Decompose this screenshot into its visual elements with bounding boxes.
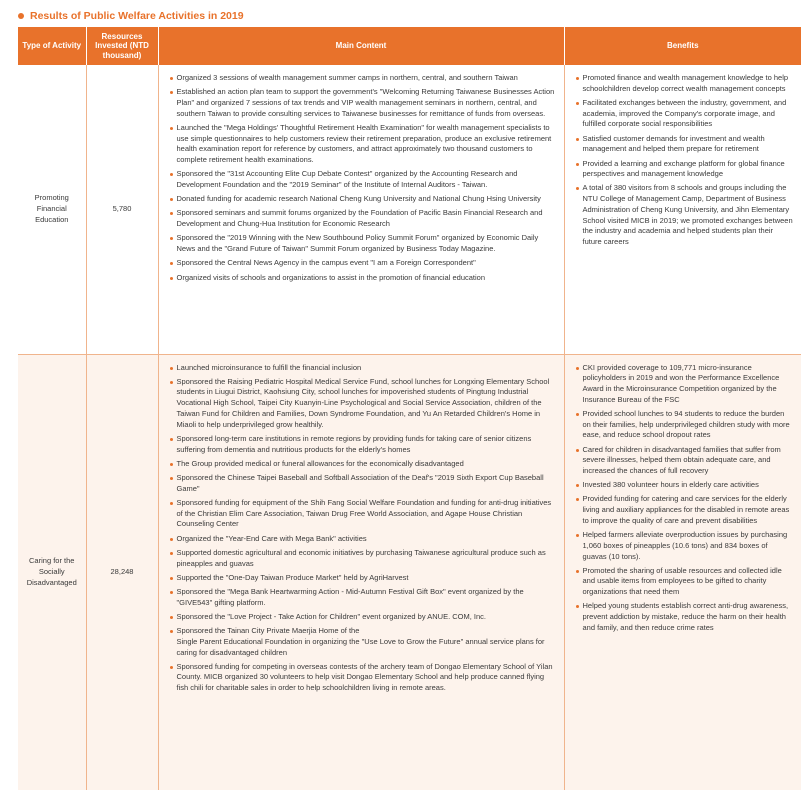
main-content-item: The Group provided medical or funeral allowances for the economically disadvantaged	[169, 459, 556, 470]
main-content-item: Sponsored the "Mega Bank Heartwarming Action - Mid-Autumn Festival Gift Box" event organized by the "GIVE543" gifting platform.	[169, 587, 556, 608]
main-content-item: Organized 3 sessions of wealth management summer camps in northern, central, and southern Taiwan	[169, 73, 556, 84]
main-content-item: Sponsored the Raising Pediatric Hospital Medical Service Fund, school lunches for Longxing Elementary School students in Liugui District, Kaohsiung City, school lunches for impoverished students of Pingtung Industrial Vocational High School, Taipei City Kuanyin-Line Psychological and Social Service Association, children of the Taiwan Fund for Children and Families, Down Syndrome Foundation, and Yu An Retarded Children's Home in Miaoli to help underprivileged grow healthily.	[169, 377, 556, 431]
benefit-item: Provided funding for catering and care services for the elderly living and auxiliary appliances for the disabled in remote areas to improve the quality of care and prevent disabilities	[575, 494, 794, 526]
main-content-item: Sponsored the "Love Project - Take Action for Children" event organized by ANUE. COM, Inc.	[169, 612, 556, 623]
benefit-item: Satisfied customer demands for investment and wealth management and helped them prepare for retirement	[575, 134, 794, 155]
benefits-list	[565, 355, 802, 634]
activity-type: Caring for the Socially Disadvantaged	[26, 556, 77, 587]
section-heading	[18, 8, 244, 24]
benefits-cell	[564, 65, 801, 354]
activity-type-cell	[18, 354, 86, 790]
main-content-item: Sponsored funding for competing in overseas contests of the archery team of Dongao Elementary School of Yilan County. MICB organized 30 volunteers to help visit Dongao Elementary School and help produce canned flying fish chili for charitable sales in order to help schoolchildren living in remote areas.	[169, 662, 556, 694]
invested-cell: 5,780	[86, 65, 158, 354]
main-content-item: Sponsored the Central News Agency in the campus event "I am a Foreign Correspondent"	[169, 258, 556, 269]
benefit-item: Promoted the sharing of usable resources and collected idle and usable items from employees to be gifted to charity organizations that need them	[575, 566, 794, 598]
benefit-item: Promoted finance and wealth management knowledge to help schoolchildren develop correct wealth management concepts	[575, 73, 794, 94]
activity-type: Promoting Financial Education	[34, 193, 69, 224]
main-content-item: Established an action plan team to support the government's "Welcoming Returning Taiwanese Businesses Action Plan" and organized 7 sessions of tax trends and VIP wealth management seminars in northern, central, and southern Taiwan to provide consulting services to Taiwanese businesses for remittance of funds from overseas.	[169, 87, 556, 119]
welfare-activities-table	[18, 27, 801, 790]
main-content-item: Sponsored funding for equipment of the Shih Fang Social Welfare Foundation and funding for anti-drug initiatives of the Christian Elim Care Association, Taiwan Drug Free World Association, and Agape House Christian Counseling Center	[169, 498, 556, 530]
benefit-item: CKI provided coverage to 109,771 micro-insurance policyholders in 2019 and won the Performance Excellence Award in the Microinsurance Competition organized by the Insurance Bureau of the FSC	[575, 363, 794, 406]
invested-cell: 28,248	[86, 354, 158, 790]
section-title: Results of Public Welfare Activities in 2019	[30, 10, 244, 22]
table-header-row	[18, 27, 801, 65]
benefit-item: Invested 380 volunteer hours in elderly care activities	[575, 480, 794, 491]
benefit-item: Helped farmers alleviate overproduction issues by purchasing 1,060 boxes of pineapples (10.6 tons) and 834 boxes of guavas (10 tons).	[575, 530, 794, 562]
main-content-item: Launched microinsurance to fulfill the financial inclusion	[169, 363, 556, 374]
main-content-item: Donated funding for academic research National Cheng Kung University and National Chung Hsing University	[169, 194, 556, 205]
main-content-item: Sponsored seminars and summit forums organized by the Foundation of Pacific Basin Financial Research and Development and Chung-Hua Institution for Economic Research	[169, 208, 556, 229]
table-row	[18, 354, 801, 790]
header-benefits: Benefits	[564, 27, 801, 65]
main-content-item: Sponsored long-term care institutions in remote regions by providing funds for taking care of senior citizens suffering from dementia and nutritious products for the elderly's homes	[169, 434, 556, 455]
benefits-list	[565, 65, 802, 248]
benefits-cell	[564, 354, 801, 790]
bullet-dot-icon	[18, 13, 24, 19]
main-content-item: Launched the "Mega Holdings' Thoughtful Retirement Health Examination" for wealth management specialists to use simple questionnaires to help customers review their retirement preparation, produce an exclusive retirement health examination report for reference by customers, and attract approximately two thousand customers to complete retirement health examinations.	[169, 123, 556, 166]
benefit-item: Helped young students establish correct anti-drug awareness, prevent addiction by mistake, reduce the harm on their health and family, and then reduce crime rates	[575, 601, 794, 633]
header-main-content: Main Content	[158, 27, 564, 65]
main-content-item: Supported domestic agricultural and economic initiatives by purchasing Taiwanese agricultural produce such as pineapples and guavas	[169, 548, 556, 569]
main-content-cell	[158, 65, 564, 354]
main-content-item: Sponsored the Chinese Taipei Baseball and Softball Association of the Deaf's "2019 Sixth Export Cup Baseball Game"	[169, 473, 556, 494]
main-content-item: Organized visits of schools and organizations to assist in the promotion of financial education	[169, 273, 556, 284]
table-row	[18, 65, 801, 354]
main-content-list	[159, 355, 564, 694]
benefit-item: Cared for children in disadvantaged families that suffer from severe illnesses, helped them obtain adequate care, and increased the chances of full recovery	[575, 445, 794, 477]
main-content-item: Sponsored the Tainan City Private Maerjia Home of the Single Parent Educational Foundation in organizing the "Use Love to Grow the Future" annual service plans for caring for disadvantaged children	[169, 626, 556, 658]
main-content-item: Sponsored the "2019 Winning with the New Southbound Policy Summit Forum" organized by Economic Daily News and the "Grand Future of Taiwan" Summit Forum organized by Business Today Magazine.	[169, 233, 556, 254]
main-content-cell	[158, 354, 564, 790]
benefit-item: Provided a learning and exchange platform for global finance perspectives and management knowledge	[575, 159, 794, 180]
benefit-item: Facilitated exchanges between the industry, government, and academia, improved the Company's corporate image, and fulfilled corporate social responsibilities	[575, 98, 794, 130]
header-type: Type of Activity	[18, 27, 86, 65]
main-content-list	[159, 65, 564, 283]
benefit-item: Provided school lunches to 94 students to reduce the burden on their families, help underprivileged children study with more ease, and reduce school dropout rates	[575, 409, 794, 441]
activity-type-cell	[18, 65, 86, 354]
main-content-item: Sponsored the "31st Accounting Elite Cup Debate Contest" organized by the Accounting Research and Development Foundation and the "2019 Seminar" of the Institute of Internal Auditors - Taiwan.	[169, 169, 556, 190]
header-invested: Resources Invested (NTD thousand)	[86, 27, 158, 65]
main-content-item: Organized the "Year-End Care with Mega Bank" activities	[169, 534, 556, 545]
benefit-item: A total of 380 visitors from 8 schools and groups including the NTU College of Management Camp, Department of Business Administration of Cheng Kung University, and Jihn Elementary School visited MICB in 2019; we promoted exchanges between the industry and academia and helped students plan their future careers	[575, 183, 794, 247]
main-content-item: Supported the "One-Day Taiwan Produce Market" held by AgriHarvest	[169, 573, 556, 584]
